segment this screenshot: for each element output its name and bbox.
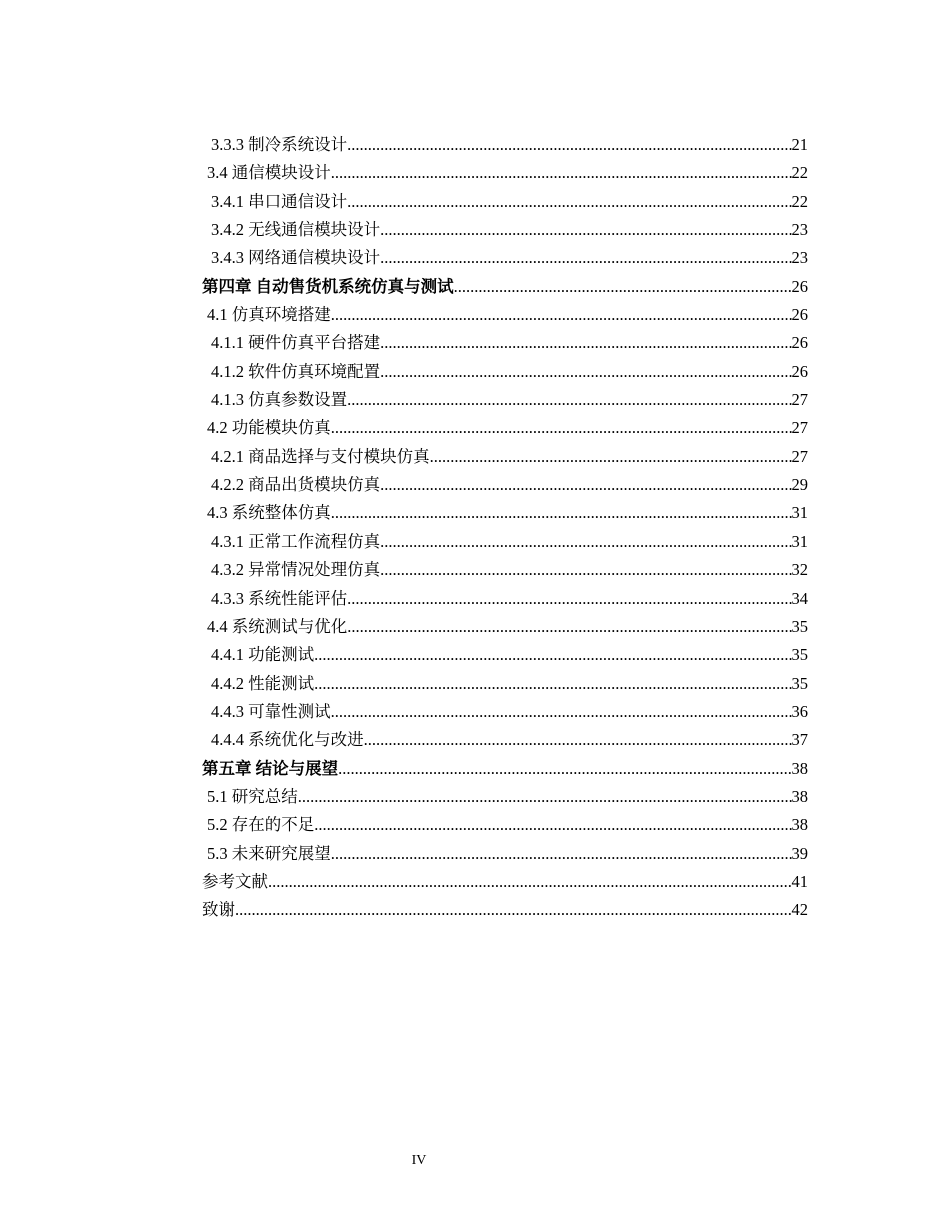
toc-entry-title: 4.1 仿真环境搭建 <box>207 305 331 325</box>
toc-entry[interactable] <box>202 159 808 187</box>
toc-entry-page: 42 <box>791 900 808 920</box>
toc-entry-title: 3.4.2 无线通信模块设计 <box>211 220 381 240</box>
toc-entry-title: 3.4.1 串口通信设计 <box>211 191 348 211</box>
toc-dot-leader <box>331 698 792 726</box>
toc-dot-leader <box>331 159 792 187</box>
toc-entry[interactable] <box>202 811 808 839</box>
toc-entry[interactable] <box>202 301 808 329</box>
toc-entry-title: 4.4.3 可靠性测试 <box>211 701 331 721</box>
toc-entry-title: 4.1.2 软件仿真环境配置 <box>211 361 381 381</box>
toc-entry-page: 35 <box>791 673 808 693</box>
toc-entry-title: 4.3 系统整体仿真 <box>207 503 331 523</box>
table-of-contents <box>202 131 808 925</box>
toc-entry[interactable] <box>202 499 808 527</box>
toc-entry-page: 34 <box>791 588 808 608</box>
toc-dot-leader <box>268 868 792 896</box>
toc-entry-title: 4.2 功能模块仿真 <box>207 418 331 438</box>
toc-entry-page: 23 <box>791 220 808 240</box>
toc-entry-page: 27 <box>791 390 808 410</box>
toc-entry-title: 第四章 自动售货机系统仿真与测试 <box>202 276 454 296</box>
toc-dot-leader <box>430 443 792 471</box>
toc-entry-title: 4.1.3 仿真参数设置 <box>211 390 348 410</box>
toc-dot-leader <box>380 528 791 556</box>
toc-dot-leader <box>331 414 792 442</box>
toc-entry-title: 5.1 研究总结 <box>207 786 298 806</box>
toc-entry-page: 22 <box>791 191 808 211</box>
toc-entry-page: 26 <box>791 305 808 325</box>
toc-entry-page: 26 <box>791 361 808 381</box>
toc-entry[interactable] <box>202 896 808 924</box>
toc-entry-title: 4.1.1 硬件仿真平台搭建 <box>211 333 381 353</box>
toc-dot-leader <box>380 556 791 584</box>
toc-entry-title: 3.4.3 网络通信模块设计 <box>211 248 381 268</box>
page-number: IV <box>411 1153 427 1168</box>
toc-dot-leader <box>347 585 791 613</box>
toc-dot-leader <box>380 471 791 499</box>
toc-dot-leader <box>331 840 792 868</box>
toc-entry[interactable] <box>202 386 808 414</box>
toc-entry-page: 36 <box>791 701 808 721</box>
toc-entry-page: 38 <box>791 786 808 806</box>
toc-dot-leader <box>331 499 792 527</box>
toc-dot-leader <box>347 188 791 216</box>
toc-dot-leader <box>314 641 791 669</box>
toc-dot-leader <box>331 301 792 329</box>
toc-entry[interactable] <box>202 358 808 386</box>
toc-entry-title: 4.4.1 功能测试 <box>211 645 315 665</box>
toc-dot-leader <box>347 131 791 159</box>
toc-entry[interactable] <box>202 613 808 641</box>
toc-entry-title: 5.2 存在的不足 <box>207 815 315 835</box>
toc-entry-title: 4.2.2 商品出货模块仿真 <box>211 475 381 495</box>
toc-entry-title: 参考文献 <box>202 871 268 891</box>
toc-dot-leader <box>298 783 792 811</box>
toc-dot-leader <box>314 811 791 839</box>
toc-entry[interactable] <box>202 641 808 669</box>
toc-entry-title: 5.3 未来研究展望 <box>207 843 331 863</box>
toc-entry-page: 41 <box>791 871 808 891</box>
toc-dot-leader <box>235 896 792 924</box>
toc-entry-title: 4.4.4 系统优化与改进 <box>211 730 364 750</box>
toc-entry[interactable] <box>202 414 808 442</box>
toc-entry[interactable] <box>202 556 808 584</box>
toc-entry-title: 第五章 结论与展望 <box>202 758 339 778</box>
toc-entry-title: 4.3.1 正常工作流程仿真 <box>211 531 381 551</box>
toc-entry-page: 27 <box>791 446 808 466</box>
toc-entry-title: 4.3.2 异常情况处理仿真 <box>211 560 381 580</box>
toc-entry[interactable] <box>202 868 808 896</box>
toc-entry[interactable] <box>202 443 808 471</box>
toc-entry[interactable] <box>202 698 808 726</box>
toc-entry-title: 3.4 通信模块设计 <box>207 163 331 183</box>
toc-dot-leader <box>347 613 791 641</box>
toc-entry[interactable] <box>202 585 808 613</box>
toc-entry[interactable] <box>202 528 808 556</box>
toc-entry-page: 38 <box>791 758 808 778</box>
toc-dot-leader <box>380 216 791 244</box>
toc-entry-page: 27 <box>791 418 808 438</box>
toc-entry[interactable] <box>202 216 808 244</box>
toc-entry[interactable] <box>202 670 808 698</box>
toc-entry-title: 致谢 <box>202 900 235 920</box>
toc-entry-page: 29 <box>791 475 808 495</box>
toc-entry[interactable] <box>202 840 808 868</box>
toc-entry[interactable] <box>202 329 808 357</box>
toc-entry-title: 4.3.3 系统性能评估 <box>211 588 348 608</box>
toc-entry-page: 22 <box>791 163 808 183</box>
toc-entry-title: 4.2.1 商品选择与支付模块仿真 <box>211 446 430 466</box>
toc-entry-page: 23 <box>791 248 808 268</box>
toc-dot-leader <box>380 329 791 357</box>
toc-entry-page: 35 <box>791 645 808 665</box>
toc-entry[interactable] <box>202 783 808 811</box>
toc-dot-leader <box>314 670 791 698</box>
toc-entry-title: 3.3.3 制冷系统设计 <box>211 135 348 154</box>
toc-entry[interactable] <box>202 244 808 272</box>
toc-entry-page: 37 <box>791 730 808 750</box>
toc-entry[interactable] <box>202 726 808 754</box>
toc-entry-page: 35 <box>791 616 808 636</box>
toc-entry-title: 4.4.2 性能测试 <box>211 673 315 693</box>
toc-dot-leader <box>364 726 792 754</box>
toc-entry-page: 26 <box>791 333 808 353</box>
toc-entry[interactable] <box>202 188 808 216</box>
toc-dot-leader <box>454 273 792 301</box>
toc-dot-leader <box>338 755 791 783</box>
toc-entry-page: 31 <box>791 503 808 523</box>
toc-entry-page: 39 <box>791 843 808 863</box>
toc-entry-page: 31 <box>791 531 808 551</box>
toc-dot-leader <box>380 244 791 272</box>
toc-entry-page: 21 <box>791 135 808 154</box>
toc-dot-leader <box>380 358 791 386</box>
toc-dot-leader <box>347 386 791 414</box>
toc-entry[interactable] <box>202 755 808 783</box>
toc-entry[interactable] <box>202 471 808 499</box>
toc-entry-page: 32 <box>791 560 808 580</box>
toc-entry[interactable] <box>202 131 808 159</box>
toc-entry-title: 4.4 系统测试与优化 <box>207 616 348 636</box>
toc-entry-page: 26 <box>791 276 808 296</box>
toc-entry[interactable] <box>202 273 808 301</box>
toc-entry-page: 38 <box>791 815 808 835</box>
